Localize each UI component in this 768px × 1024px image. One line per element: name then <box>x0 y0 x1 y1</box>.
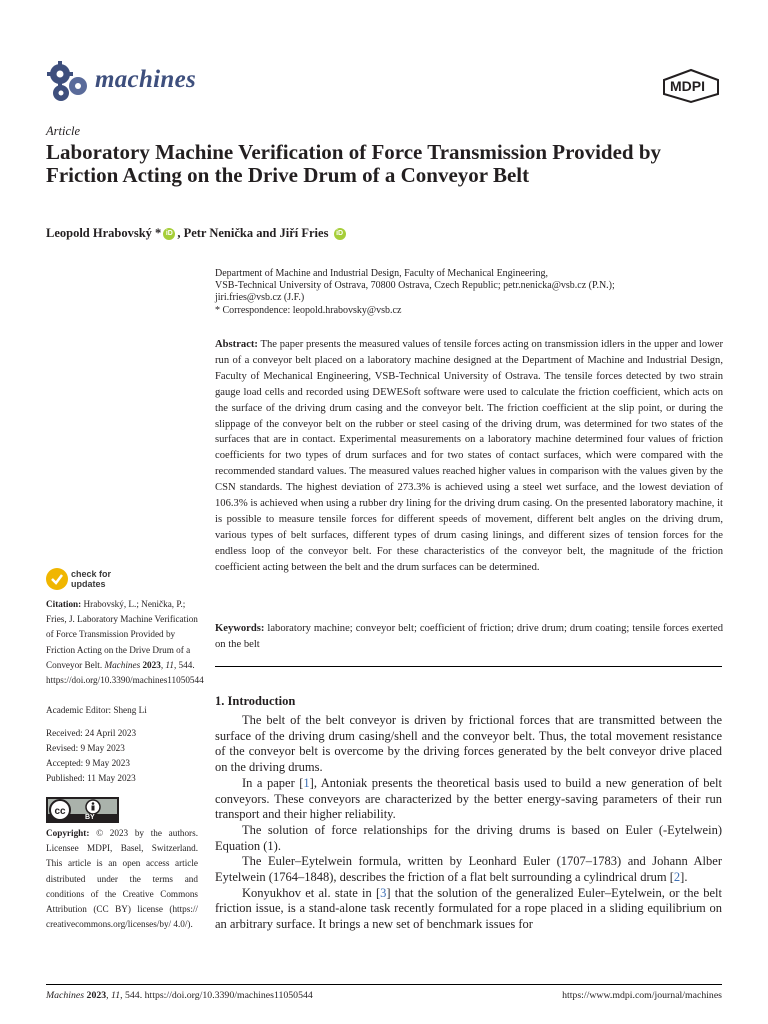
orcid-icon[interactable]: iD <box>163 228 175 240</box>
copyright-label: Copyright: <box>46 828 90 838</box>
keywords <box>215 621 723 653</box>
copyright-notice: Copyright: © 2023 by the authors. Licensee MDPI, Basel, Switzerland. This article is an open access article distributed under the terms and conditions of the Creative Commons Attribution (CC BY) license (https:// creativecommons.org/licenses/by/ 4.0/). <box>46 828 198 930</box>
svg-text:cc: cc <box>54 806 66 817</box>
article-type: Article <box>46 124 81 138</box>
mdpi-logo <box>660 68 722 104</box>
citation-label: Citation: <box>46 599 82 609</box>
author-name[interactable]: Leopold Hrabovský * <box>46 226 162 240</box>
paragraph: The solution of force relationships for the driving drums is based on Euler (-Eytelwein) Equation (1). <box>215 822 722 853</box>
page-title: Laboratory Machine Verification of Force Transmission Provided by Friction Acting on the Drive Drum of a Conveyor Belt <box>46 140 662 187</box>
citation-link[interactable]: 3 <box>380 885 387 900</box>
academic-editor: Academic Editor: Sheng Li <box>46 705 147 715</box>
received-date: Received: 24 April 2023 <box>46 728 137 738</box>
footer-citation: Machines 2023, 11, 544. https://doi.org/10.3390/machines11050544 <box>46 990 313 1001</box>
abstract-text: The paper presents the measured values of tensile forces acting on transmission idlers in the upper and lower run of a conveyor belt placed on a laboratory machine designed at the Department of Machine and Industrial Design, Faculty of Mechanical Engineering, VSB-Technical University of Ostrava. The tensile forces detected by two strain gauge load cells and recorded using DEWESoft software were used to calculate the friction coefficient, which acts on the surface of the driving drum casing and the conveyor belt. The friction coefficient at the slip point, or during the slippage of the conveyor belt on the rubber or steel casing of the driving drum, was determined for two states of the surfaces that are in contact. Experimental measurements on a laboratory machine determined four values of friction coefficients for two types of drum surfaces and for two states of contact surfaces, which were compared with the recommended standard values. The measured values reached higher values in comparison with the values given by the CSN standards. The highest deviation of 273.3% is achieved using a steel wet surface, and the lowest deviation of 106.3% is achieved when using a rubber dry lining for the driving drum casing. On the presented laboratory machine, it is possible to measure tensile forces for different speeds of movement, different belt angles on the driving drum, various types of belt surfaces, different types of drum casing linings, and different sizes of tension forces for the endless loop of the conveyor belt. For these characteristics of the conveyor belt, the magnitude of the friction coefficient acting between the belt and the drum surfaces can be determined. <box>215 339 723 573</box>
abstract-label: Abstract: <box>215 339 258 350</box>
divider <box>215 666 722 667</box>
author-list <box>46 226 348 241</box>
citation-link[interactable]: 2 <box>673 870 681 885</box>
citation-link[interactable]: 1 <box>303 775 310 790</box>
journal-logo <box>45 60 225 104</box>
journal-name: machines <box>95 66 197 93</box>
paragraph: In a paper [1], Antoniak presents the theoretical basis used to build a new generation of belt conveyors. These conveyors are characterized by the better energy-saving parameters of their run transport and their higher reliability. <box>215 775 722 822</box>
orcid-icon[interactable]: iD <box>334 228 346 240</box>
keywords-text: laboratory machine; conveyor belt; coefficient of friction; drive drum; drum coating; tensile forces exerted on the belt <box>215 623 723 650</box>
footer-divider <box>46 984 722 985</box>
section-heading: 1. Introduction <box>215 694 296 708</box>
correspondence[interactable]: * Correspondence: leopold.hrabovsky@vsb.cz <box>215 304 402 316</box>
gears-icon <box>45 60 91 104</box>
affiliation-line[interactable]: jiri.fries@vsb.cz (J.F.) <box>215 292 305 304</box>
cc-by-label: BY <box>85 814 95 821</box>
accepted-date: Accepted: 9 May 2023 <box>46 758 130 768</box>
affiliation-line: Department of Machine and Industrial Design, Faculty of Mechanical Engineering, <box>215 268 548 279</box>
abstract <box>215 337 723 576</box>
paragraph: Konyukhov et al. state in [3] that the solution of the generalized Euler–Eytelwein, or the belt friction issue, is a stand-alone task recently formulated for a rope placed in a sliding equilibrium on an arbitrary surface. It brings a new set of benchmark issues for <box>215 885 722 932</box>
body-text <box>215 713 722 933</box>
cc-by-license-icon[interactable] <box>46 797 119 823</box>
citation-doi[interactable]: , 544. https://doi.org/10.3390/machines11050544 <box>46 659 204 686</box>
author-names[interactable]: , Petr Nenička and Jiří Fries <box>177 226 329 240</box>
keywords-label: Keywords: <box>215 623 265 634</box>
citation-block: Citation: Hrabovský, L.; Nenička, P.; Fries, J. Laboratory Machine Verification of Force Transmission Provided by Friction Acting on the Drive Drum of a Conveyor Belt. Machines 2023, 11, 544. https://doi.org/10.3390/machines11050544 <box>46 599 204 686</box>
mdpi-text: MDPI <box>670 78 705 94</box>
check-for-updates-badge[interactable]: check for updates <box>46 568 166 594</box>
affiliation-line[interactable]: VSB-Technical University of Ostrava, 70800 Ostrava, Czech Republic; petr.nenicka@vsb.cz (P.N.); <box>215 280 615 292</box>
journal-url[interactable]: https://www.mdpi.com/journal/machines <box>562 990 722 1001</box>
published-date: Published: 11 May 2023 <box>46 773 136 783</box>
paragraph: The belt of the belt conveyor is driven by frictional forces that are transmitted between the surface of the driving drum casing/shell and the conveyor belt. Thus, the total movement resistance of the conveyor belt is overcome by the driving forces generated by the belt conveyor drive placed on the driving drums. <box>215 713 722 775</box>
paragraph: The Euler–Eytelwein formula, written by Leonhard Euler (1707–1783) and Johann Alber Eytelwein (1764–1848), describes the friction of a flat belt surrounding a cylindrical drum [2]. <box>215 854 722 885</box>
check-icon <box>46 568 68 590</box>
footer-doi[interactable]: , 544. https://doi.org/10.3390/machines11050544 <box>120 990 313 1001</box>
revised-date: Revised: 9 May 2023 <box>46 743 125 753</box>
affiliation <box>215 268 725 317</box>
